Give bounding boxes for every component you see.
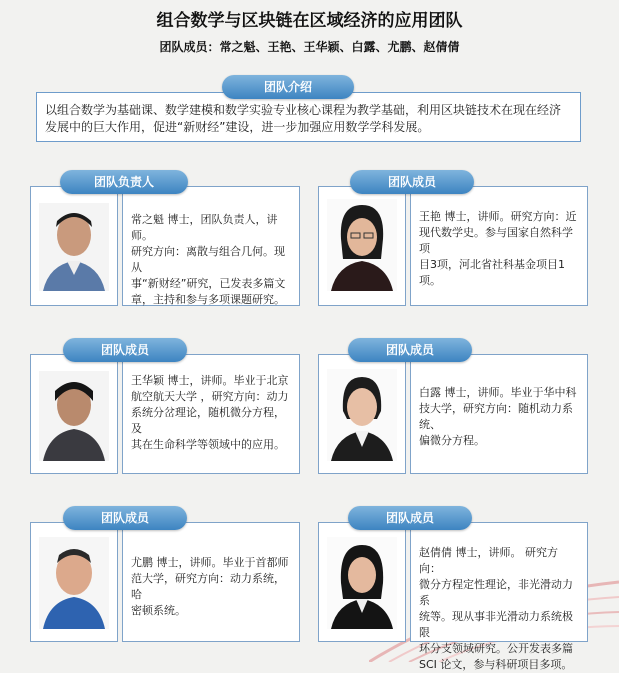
bio-line: 尤鹏 博士，讲师。毕业于首都师 bbox=[131, 556, 289, 569]
bio-line: 白露 博士，讲师。毕业于华中科 bbox=[419, 386, 577, 399]
portrait-photo bbox=[39, 371, 109, 461]
intro-label: 团队介绍 bbox=[222, 75, 354, 99]
bio-box bbox=[410, 186, 588, 306]
photo-frame bbox=[318, 354, 406, 474]
photo-frame bbox=[30, 354, 118, 474]
bio-line: 环分支领域研究。公开发表多篇 bbox=[419, 642, 573, 655]
intro-box: 以组合数学为基础课、数学建模和数学实验专业核心课程为教学基础，利用区块链技术在现在经济发展中的巨大作用，促进“新财经”建设，进一步加强应用数学学科发展。 bbox=[36, 92, 581, 142]
card-label: 团队成员 bbox=[63, 506, 187, 530]
photo-frame bbox=[318, 522, 406, 642]
bio-line: 航空航天大学 ，研究方向：动力 bbox=[131, 390, 289, 403]
portrait-photo bbox=[39, 537, 109, 629]
bio-line: 赵倩倩 博士，讲师。 研究方向： bbox=[419, 546, 558, 575]
bio-box bbox=[122, 186, 300, 306]
card-label: 团队成员 bbox=[348, 338, 472, 362]
bio-box bbox=[410, 354, 588, 474]
bio-line: 偏微分方程。 bbox=[419, 434, 485, 447]
bio-line: 微分方程定性理论，非光滑动力系 bbox=[419, 578, 573, 607]
portrait-photo bbox=[39, 203, 109, 291]
card-label: 团队成员 bbox=[63, 338, 187, 362]
bio-box bbox=[410, 522, 588, 671]
bio-line: 现代数学史。参与国家自然科学项 bbox=[419, 226, 573, 255]
bio-line: 王艳 博士，讲师。研究方向：近 bbox=[419, 210, 577, 223]
bio-line: 常之魁 博士，团队负责人，讲师。 bbox=[131, 213, 278, 242]
card-label: 团队成员 bbox=[348, 506, 472, 530]
bio-line: 研究方向：离散与组合几何。现从 bbox=[131, 245, 285, 274]
bio-line: 章，主持和参与多项课题研究。 bbox=[131, 293, 285, 306]
bio-line: 统等。现从事非光滑动力系统极限 bbox=[419, 610, 573, 639]
portrait-photo bbox=[327, 369, 397, 461]
bio-line: SCI 论文，参与科研项目多项。 bbox=[419, 658, 573, 671]
photo-frame bbox=[318, 186, 406, 306]
page-title: 组合数学与区块链在区域经济的应用团队 bbox=[156, 11, 463, 31]
card-label: 团队成员 bbox=[350, 170, 474, 194]
bio-line: 密顿系统。 bbox=[131, 604, 186, 617]
bio-line: 系统分岔理论，随机微分方程，及 bbox=[131, 406, 285, 435]
bio-line: 技大学，研究方向：随机动力系统、 bbox=[419, 402, 573, 431]
bio-line: 目3项，河北省社科基金项目1项。 bbox=[419, 258, 565, 287]
bio-line: 其在生命科学等领域中的应用。 bbox=[131, 438, 285, 451]
team-members-line: 团队成员：常之魁、王艳、王华颖、白露、尤鹏、赵倩倩 bbox=[159, 40, 460, 54]
bio-box bbox=[122, 354, 300, 474]
photo-frame bbox=[30, 522, 118, 642]
bio-line: 范大学，研究方向：动力系统，哈 bbox=[131, 572, 285, 601]
photo-frame bbox=[30, 186, 118, 306]
card-label: 团队负责人 bbox=[60, 170, 188, 194]
portrait-photo bbox=[327, 199, 397, 291]
bio-line: 王华颖 博士，讲师。毕业于北京 bbox=[131, 374, 289, 387]
bio-line: 事“新财经”研究，已发表多篇文 bbox=[131, 277, 286, 290]
bio-box bbox=[122, 522, 300, 642]
portrait-photo bbox=[327, 537, 397, 629]
